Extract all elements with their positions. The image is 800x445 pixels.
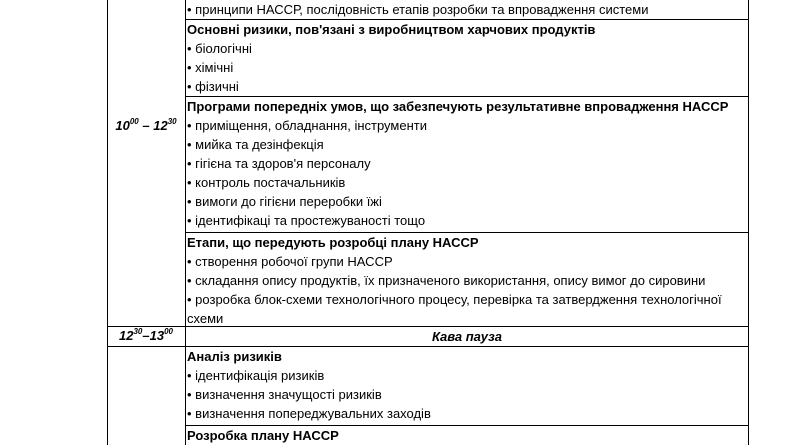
haccp-plan-cell — [187, 426, 747, 445]
prerequisites-cell — [187, 97, 747, 230]
list-item-continuation: схеми — [187, 311, 224, 326]
list-item: • принципи НАССР, послідовність етапів розробки та впровадження системи — [187, 0, 747, 19]
section-heading: Основні ризики, пов'язані з виробництвом харчових продуктів — [187, 22, 596, 37]
list-item: • ідентифікаці та простежуваності тощо — [187, 211, 747, 230]
list-item: • гігієна та здоров'я персоналу — [187, 154, 747, 173]
end-hour: 13 — [149, 328, 165, 343]
section-heading: Етапи, що передують розробці плану НАССР — [187, 235, 479, 250]
table-border-left — [107, 0, 108, 445]
list-item: • біологічні — [187, 39, 747, 58]
list-item: • мийка та дезінфекція — [187, 135, 747, 154]
list-item: • ідентифікація ризиків — [187, 366, 747, 385]
top-fragment-cell — [187, 0, 747, 19]
list-item: • хімічні — [187, 58, 747, 77]
list-item: • визначення попереджувальних заходів — [187, 404, 747, 423]
time-dash: – — [138, 118, 154, 133]
end-hour: 12 — [153, 118, 168, 133]
list-item: • розробка блок-схеми технологічного процесу, перевірка та затвердження технологічної — [187, 290, 747, 309]
risks-cell — [187, 20, 747, 96]
section-heading: Розробка плану НАССР — [187, 428, 339, 443]
time-slot-break — [108, 328, 184, 344]
list-item: • фізичні — [187, 77, 747, 96]
list-item: • контроль постачальників — [187, 173, 747, 192]
time-slot-morning — [108, 118, 184, 134]
start-hour: 10 — [115, 118, 130, 133]
list-item: • складання опису продуктів, їх призначеного використання, опису вимог до сировини — [187, 271, 747, 290]
risk-analysis-cell — [187, 347, 747, 423]
time-dash: – — [142, 328, 150, 343]
end-minutes: 00 — [164, 326, 173, 336]
list-item: • вимоги до гігієни переробки їжі — [187, 192, 747, 211]
start-minutes: 30 — [133, 326, 143, 336]
start-hour: 12 — [119, 328, 134, 343]
table-border-middle — [185, 0, 186, 445]
end-minutes: 30 — [167, 116, 177, 126]
preliminary-steps-cell — [187, 233, 747, 328]
start-minutes: 00 — [129, 116, 139, 126]
section-heading: Програми попередніх умов, що забезпечують результативне впровадження НАССР — [187, 99, 729, 114]
list-item: • створення робочої групи НАССР — [187, 252, 747, 271]
list-item: • визначення значущості ризиків — [187, 385, 747, 404]
list-item: • приміщення, обладнання, інструменти — [187, 116, 747, 135]
coffee-break-label: Кава пауза — [432, 329, 502, 344]
table-border-right — [748, 0, 749, 445]
section-heading: Аналіз ризиків — [187, 349, 282, 364]
